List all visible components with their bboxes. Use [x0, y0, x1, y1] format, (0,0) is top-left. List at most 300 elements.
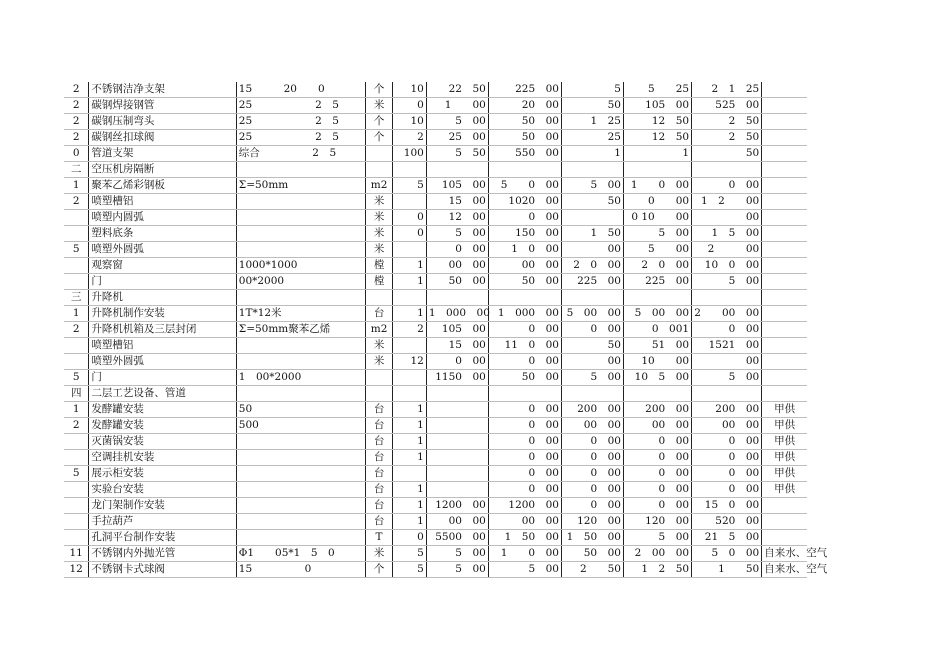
cell-item-number [64, 274, 89, 290]
table-row [64, 562, 807, 578]
cell-amount [488, 290, 561, 306]
cell-item-number: 12 [64, 562, 89, 578]
cell-cost-c [692, 290, 762, 306]
cell-item-name: 孔洞平台制作安装 [89, 530, 236, 546]
cell-unit-price [426, 450, 488, 466]
cell-specification: 综合 2 5 [236, 146, 365, 162]
cell-item-name: 喷塑外圆弧 [89, 354, 236, 370]
cell-cost-a: 1 25 [561, 114, 623, 130]
cell-specification: 1000*1000 [236, 258, 365, 274]
cell-item-number: 三 [64, 290, 89, 306]
cell-remark [762, 114, 807, 130]
cell-item-name: 龙门架制作安装 [89, 498, 236, 514]
cell-item-name: 观察窗 [89, 258, 236, 274]
cell-cost-b: 0 001 [623, 322, 691, 338]
cell-unit-price [426, 290, 488, 306]
cell-cost-a: 0 00 [561, 434, 623, 450]
cell-unit: 个 [365, 562, 392, 578]
table-row [64, 434, 807, 450]
cell-cost-a: 00 [561, 242, 623, 258]
cell-cost-b: 12 50 [623, 130, 691, 146]
cell-remark [762, 338, 807, 354]
cell-unit: 樘 [365, 258, 392, 274]
cell-amount: 0 00 [488, 434, 561, 450]
table-row [64, 98, 807, 114]
cell-specification [236, 162, 365, 178]
cell-item-number: 2 [64, 114, 89, 130]
cell-cost-b: 10 00 [623, 354, 691, 370]
cell-cost-b: 5 00 [623, 226, 691, 242]
cell-cost-b: 2 0 00 [623, 258, 691, 274]
cell-item-number [64, 210, 89, 226]
cell-cost-b: 5 00 00 [623, 306, 691, 322]
table-row [64, 498, 807, 514]
cell-cost-b: 120 00 [623, 514, 691, 530]
cell-cost-b: 1 [623, 146, 691, 162]
cell-unit-price: 5 00 [426, 546, 488, 562]
cell-cost-a: 25 [561, 130, 623, 146]
cell-amount: 0 00 [488, 354, 561, 370]
cell-unit: 台 [365, 434, 392, 450]
cell-unit-price: 12 00 [426, 210, 488, 226]
cell-cost-a: 1 50 [561, 226, 623, 242]
cell-specification: 1 00*2000 [236, 370, 365, 386]
cell-specification [236, 386, 365, 402]
cell-specification: 00*2000 [236, 274, 365, 290]
table-row [64, 290, 807, 306]
cell-amount: 225 00 [488, 82, 561, 98]
cell-specification [236, 354, 365, 370]
table-row [64, 274, 807, 290]
table-row [64, 114, 807, 130]
cell-item-name: 管道支架 [89, 146, 236, 162]
cell-unit: 台 [365, 482, 392, 498]
cell-unit-price: 15 00 [426, 194, 488, 210]
cell-unit: 米 [365, 338, 392, 354]
cell-cost-c: 2 50 [692, 114, 762, 130]
cell-cost-c: 0 00 [692, 450, 762, 466]
table-row [64, 418, 807, 434]
cell-quantity: 0 [393, 98, 427, 114]
cell-unit: 米 [365, 210, 392, 226]
cell-amount: 11 0 00 [488, 338, 561, 354]
cell-amount: 1 50 00 [488, 530, 561, 546]
cell-cost-a: 2 50 [561, 562, 623, 578]
cell-item-name: 实验台安装 [89, 482, 236, 498]
table-row [64, 242, 807, 258]
cell-unit: 米 [365, 98, 392, 114]
cell-item-name: 门 [89, 274, 236, 290]
cell-specification [236, 210, 365, 226]
cell-item-name: 喷塑槽铝 [89, 194, 236, 210]
cell-cost-c: 0 00 [692, 178, 762, 194]
cell-unit: 台 [365, 418, 392, 434]
table-row [64, 146, 807, 162]
cell-cost-b: 0 00 [623, 482, 691, 498]
cell-unit-price: 105 00 [426, 178, 488, 194]
cell-item-number [64, 354, 89, 370]
cell-item-number: 1 [64, 402, 89, 418]
cell-remark [762, 210, 807, 226]
cell-amount: 0 00 [488, 418, 561, 434]
cell-unit: 个 [365, 130, 392, 146]
cell-cost-c: 1 2 00 [692, 194, 762, 210]
cell-quantity: 2 [393, 322, 427, 338]
cell-quantity: 0 [393, 210, 427, 226]
cell-unit-price: 0 00 [426, 354, 488, 370]
cell-unit-price [426, 434, 488, 450]
table-body [64, 82, 828, 578]
cell-amount: 1020 00 [488, 194, 561, 210]
cell-quantity: 1 [393, 498, 427, 514]
cell-quantity [393, 466, 427, 482]
cell-item-name: 不锈钢卡式球阀 [89, 562, 236, 578]
cell-unit [365, 290, 392, 306]
cell-cost-a: 225 00 [561, 274, 623, 290]
cell-cost-c: 1521 00 [692, 338, 762, 354]
cell-quantity: 2 [393, 130, 427, 146]
cell-quantity [393, 338, 427, 354]
cell-remark [762, 322, 807, 338]
cell-cost-b: 0 00 [623, 434, 691, 450]
cell-cost-a: 200 00 [561, 402, 623, 418]
cell-item-name: 灭菌锅安装 [89, 434, 236, 450]
table-row [64, 530, 807, 546]
cell-amount: 0 00 [488, 466, 561, 482]
cell-remark [762, 82, 807, 98]
table-row [64, 482, 807, 498]
cell-cost-b: 225 00 [623, 274, 691, 290]
table-row [64, 386, 807, 402]
cell-amount [488, 386, 561, 402]
cell-cost-a: 1 50 00 [561, 530, 623, 546]
cell-remark: 甲供 [762, 466, 807, 482]
table-row [64, 194, 807, 210]
cell-item-number [64, 434, 89, 450]
cell-item-name: 喷塑外圆弧 [89, 242, 236, 258]
cell-specification [236, 194, 365, 210]
cell-specification [236, 242, 365, 258]
cell-item-number: 二 [64, 162, 89, 178]
cell-unit: 个 [365, 114, 392, 130]
cell-cost-c: 0 00 [692, 434, 762, 450]
cell-unit-price: 1 00 [426, 98, 488, 114]
cell-cost-b: 5 25 [623, 82, 691, 98]
cell-cost-b: 1 0 00 [623, 178, 691, 194]
cell-cost-c: 2 00 00 [692, 306, 762, 322]
cell-cost-c: 525 00 [692, 98, 762, 114]
cell-unit [365, 162, 392, 178]
cell-cost-b: 2 00 00 [623, 546, 691, 562]
cell-item-number: 2 [64, 130, 89, 146]
cell-cost-b: 200 00 [623, 402, 691, 418]
cell-cost-c: 0 00 [692, 482, 762, 498]
cell-unit-price: 5500 00 [426, 530, 488, 546]
cell-cost-a: 0 00 [561, 450, 623, 466]
cell-item-number: 0 [64, 146, 89, 162]
cell-remark: 甲供 [762, 450, 807, 466]
cell-item-number [64, 498, 89, 514]
cell-unit-price: 0 00 [426, 242, 488, 258]
cell-unit-price [426, 386, 488, 402]
cell-item-number: 1 [64, 178, 89, 194]
cell-cost-c: 0 00 [692, 466, 762, 482]
cell-item-number [64, 482, 89, 498]
cell-cost-a: 0 00 [561, 498, 623, 514]
cell-quantity: 1 [393, 514, 427, 530]
cell-cost-a: 50 [561, 98, 623, 114]
cell-specification: 25 2 5 [236, 130, 365, 146]
cell-unit-price [426, 466, 488, 482]
cell-unit-price: 5 50 [426, 146, 488, 162]
cell-remark [762, 354, 807, 370]
cell-amount: 1 0 00 [488, 242, 561, 258]
cell-quantity: 5 [393, 546, 427, 562]
cell-remark [762, 146, 807, 162]
cell-item-number: 5 [64, 370, 89, 386]
cell-remark [762, 386, 807, 402]
cell-item-number: 2 [64, 418, 89, 434]
cell-item-name: 升降机机箱及三层封闭 [89, 322, 236, 338]
cell-specification: 500 [236, 418, 365, 434]
cell-item-number [64, 338, 89, 354]
cell-cost-a: 5 00 00 [561, 306, 623, 322]
cell-unit-price: 1150 00 [426, 370, 488, 386]
cell-cost-c: 21 5 00 [692, 530, 762, 546]
table-row [64, 466, 807, 482]
cell-unit [365, 386, 392, 402]
cell-unit: 米 [365, 226, 392, 242]
cell-quantity: 10 [393, 82, 427, 98]
cell-unit [365, 146, 392, 162]
cell-cost-a: 120 00 [561, 514, 623, 530]
cell-cost-c: 1 50 [692, 562, 762, 578]
cell-quantity: 1 [393, 258, 427, 274]
cell-cost-b: 10 5 00 [623, 370, 691, 386]
cell-specification [236, 514, 365, 530]
cell-cost-a [561, 386, 623, 402]
cell-item-number: 1 [64, 306, 89, 322]
cell-item-name: 空压机房隔断 [89, 162, 236, 178]
cell-unit: 个 [365, 82, 392, 98]
cell-cost-c: 2 50 [692, 130, 762, 146]
table-row [64, 546, 807, 562]
cell-item-number [64, 450, 89, 466]
cell-amount: 1200 00 [488, 498, 561, 514]
cell-amount: 50 00 [488, 130, 561, 146]
cell-cost-a: 50 00 [561, 546, 623, 562]
cell-item-number: 2 [64, 98, 89, 114]
spreadsheet-table [64, 82, 828, 578]
table-row [64, 322, 807, 338]
cell-remark: 自来水、空气 [762, 546, 807, 562]
cell-specification [236, 338, 365, 354]
cell-remark [762, 370, 807, 386]
cell-quantity: 1 [393, 482, 427, 498]
cell-cost-a: 5 [561, 82, 623, 98]
cell-item-name: 喷塑内圆弧 [89, 210, 236, 226]
cell-amount: 00 00 [488, 514, 561, 530]
cell-cost-c: 00 [692, 354, 762, 370]
cell-cost-a [561, 290, 623, 306]
cell-item-name: 发酵罐安装 [89, 418, 236, 434]
cell-unit-price: 105 00 [426, 322, 488, 338]
cell-quantity: 0 [393, 226, 427, 242]
cell-remark [762, 98, 807, 114]
cell-cost-c: 5 00 [692, 274, 762, 290]
cell-item-number: 2 [64, 194, 89, 210]
cell-quantity: 1 [393, 402, 427, 418]
cell-cost-c: 10 0 00 [692, 258, 762, 274]
cell-cost-b: 0 00 [623, 466, 691, 482]
cell-item-number: 2 [64, 82, 89, 98]
cell-specification [236, 530, 365, 546]
cell-remark [762, 274, 807, 290]
cell-remark: 甲供 [762, 402, 807, 418]
cell-amount: 0 00 [488, 402, 561, 418]
cell-item-name: 不锈钢洁净支架 [89, 82, 236, 98]
cell-item-name: 手拉葫芦 [89, 514, 236, 530]
cell-item-name: 空调挂机安装 [89, 450, 236, 466]
cell-unit: 台 [365, 306, 392, 322]
cell-unit-price: 1 000 00 [426, 306, 488, 322]
cell-cost-b: 51 00 [623, 338, 691, 354]
table-row [64, 130, 807, 146]
cell-cost-b: 0 10 00 [623, 210, 691, 226]
cell-quantity: 12 [393, 354, 427, 370]
cell-item-number [64, 514, 89, 530]
cell-cost-a: 50 [561, 194, 623, 210]
cell-specification: 1T*12米 [236, 306, 365, 322]
cell-remark [762, 226, 807, 242]
cell-quantity: 1 [393, 418, 427, 434]
cell-amount: 0 00 [488, 322, 561, 338]
cell-amount: 0 00 [488, 482, 561, 498]
cell-unit [365, 370, 392, 386]
cell-unit-price: 00 00 [426, 258, 488, 274]
cell-quantity [393, 386, 427, 402]
cell-unit: 米 [365, 242, 392, 258]
cell-quantity: 1 [393, 450, 427, 466]
cell-cost-c: 5 0 00 [692, 546, 762, 562]
cell-remark [762, 290, 807, 306]
cell-unit: 米 [365, 194, 392, 210]
cell-amount: 150 00 [488, 226, 561, 242]
cell-unit: 台 [365, 402, 392, 418]
cell-unit-price: 15 00 [426, 338, 488, 354]
cell-cost-b: 5 00 [623, 242, 691, 258]
cell-remark [762, 162, 807, 178]
cell-cost-c [692, 386, 762, 402]
cell-unit: m2 [365, 178, 392, 194]
cell-specification: Φ1 05*1 5 0 [236, 546, 365, 562]
cell-unit-price [426, 402, 488, 418]
table-row [64, 258, 807, 274]
cell-cost-c: 0 00 [692, 322, 762, 338]
cell-remark: 自来水、空气 [762, 562, 807, 578]
cell-item-name: 升降机制作安装 [89, 306, 236, 322]
cell-item-number [64, 530, 89, 546]
cell-remark: 甲供 [762, 434, 807, 450]
cell-unit: 米 [365, 354, 392, 370]
cell-quantity [393, 194, 427, 210]
cell-specification: 15 0 [236, 562, 365, 578]
cell-quantity: 10 [393, 114, 427, 130]
cell-specification: Σ=50mm聚苯乙烯 [236, 322, 365, 338]
cell-item-name: 塑料底条 [89, 226, 236, 242]
cell-cost-c [692, 162, 762, 178]
cell-unit: 樘 [365, 274, 392, 290]
cell-quantity: 1 [393, 434, 427, 450]
table-row [64, 450, 807, 466]
cell-quantity: 100 [393, 146, 427, 162]
cell-cost-b: 1 2 50 [623, 562, 691, 578]
cell-remark [762, 242, 807, 258]
cell-cost-a: 0 00 [561, 322, 623, 338]
cell-remark: 甲供 [762, 418, 807, 434]
cell-cost-c: 00 00 [692, 418, 762, 434]
cell-unit-price: 00 00 [426, 514, 488, 530]
table-row [64, 226, 807, 242]
cell-specification: 50 [236, 402, 365, 418]
cell-remark: 甲供 [762, 482, 807, 498]
table-row [64, 82, 807, 98]
cell-amount: 0 00 [488, 450, 561, 466]
cell-unit-price: 5 00 [426, 562, 488, 578]
cell-item-name: 升降机 [89, 290, 236, 306]
cell-specification [236, 434, 365, 450]
cell-cost-a: 2 0 00 [561, 258, 623, 274]
cell-cost-a: 0 00 [561, 482, 623, 498]
cell-cost-b [623, 386, 691, 402]
cell-cost-a: 50 [561, 338, 623, 354]
cell-cost-b: 12 50 [623, 114, 691, 130]
cell-remark [762, 178, 807, 194]
cell-specification: Σ=50mm [236, 178, 365, 194]
cell-amount: 00 00 [488, 258, 561, 274]
cell-item-number: 四 [64, 386, 89, 402]
cell-cost-a [561, 162, 623, 178]
cell-item-name: 门 [89, 370, 236, 386]
cell-remark [762, 306, 807, 322]
cell-specification [236, 226, 365, 242]
cell-item-name: 碳钢焊接钢管 [89, 98, 236, 114]
cell-amount: 50 00 [488, 114, 561, 130]
cell-item-name: 展示柜安装 [89, 466, 236, 482]
cell-unit: m2 [365, 322, 392, 338]
cell-item-name: 碳钢丝扣球阀 [89, 130, 236, 146]
cell-amount: 550 00 [488, 146, 561, 162]
cell-item-number: 5 [64, 242, 89, 258]
cell-cost-b: 0 00 [623, 450, 691, 466]
cell-item-number [64, 258, 89, 274]
table-row [64, 210, 807, 226]
cell-cost-a: 1 [561, 146, 623, 162]
cell-amount: 5 0 00 [488, 178, 561, 194]
cell-quantity: 1 [393, 274, 427, 290]
cell-quantity [393, 370, 427, 386]
cell-specification [236, 482, 365, 498]
cell-cost-c: 50 [692, 146, 762, 162]
cell-unit: 米 [365, 546, 392, 562]
cell-cost-a: 00 00 [561, 418, 623, 434]
cell-item-name: 发酵罐安装 [89, 402, 236, 418]
cell-specification: 15 20 0 [236, 82, 365, 98]
cell-unit-price: 25 00 [426, 130, 488, 146]
cell-cost-a: 00 [561, 354, 623, 370]
cell-quantity: 5 [393, 562, 427, 578]
cell-cost-c: 00 [692, 210, 762, 226]
